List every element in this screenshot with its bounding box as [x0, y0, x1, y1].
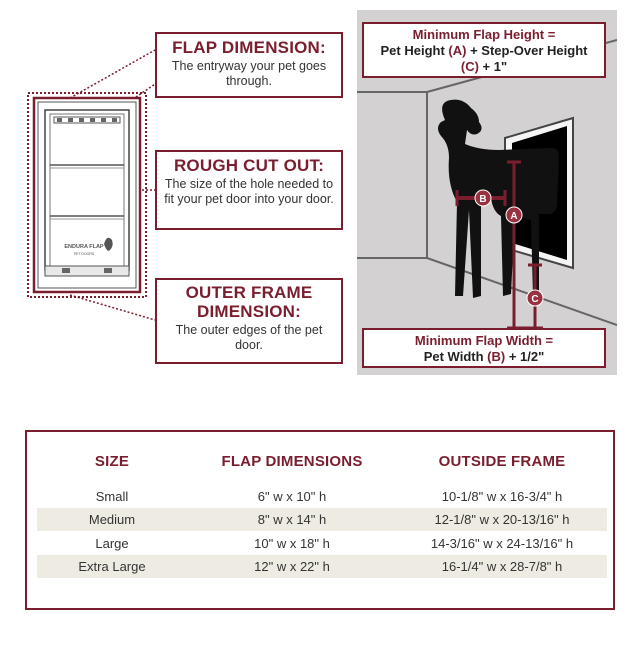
table-row	[37, 508, 607, 531]
min-width-label: Minimum Flap Width =	[414, 333, 554, 348]
min-flap-width-box	[362, 328, 606, 368]
header-flap-dimensions: FLAP DIMENSIONS	[221, 452, 363, 470]
brand-name: ENDURA FLAP	[64, 244, 104, 250]
cell-flap: 10" w x 18" h	[254, 535, 330, 551]
cell-flap: 12" w x 22" h	[254, 559, 330, 574]
callout-outer-frame	[155, 278, 343, 364]
table-header	[37, 448, 607, 474]
cell-size: Large	[95, 535, 129, 551]
marker-b: B	[479, 194, 487, 205]
callout-title: OUTER FRAME DIMENSION:	[185, 283, 313, 321]
min-height-label: Minimum Flap Height =	[412, 27, 556, 42]
min-height-formula-line1	[364, 43, 604, 59]
step-over-text: + Step-Over Height	[470, 43, 588, 58]
min-height-formula-line2	[364, 59, 604, 75]
table-row	[37, 485, 607, 507]
cell-size: Small	[95, 488, 129, 504]
callout-title: ROUGH CUT OUT:	[173, 156, 325, 175]
cell-frame: 10-1/8" w x 16-3/4" h	[441, 488, 563, 504]
cell-flap: 8" w x 14" h	[257, 512, 327, 527]
min-width-formula	[364, 349, 604, 365]
pet-height-text: Pet Height	[380, 43, 445, 58]
letter-a: (A)	[448, 43, 467, 58]
callout-flap-dimension	[155, 32, 343, 98]
letter-c: (C)	[460, 59, 479, 74]
cell-size: Medium	[88, 512, 136, 527]
callout-description: The size of the hole needed to fit your pet door into your door.	[164, 177, 334, 206]
header-size: SIZE	[94, 452, 130, 470]
size-chart-table	[25, 430, 615, 610]
pet-width-text: Pet Width	[423, 349, 484, 364]
callout-title: FLAP DIMENSION:	[172, 38, 326, 57]
cell-frame: 16-1/4" w x 28-7/8" h	[441, 559, 563, 574]
marker-c: C	[531, 294, 539, 305]
callout-description: The entryway your pet goes through.	[171, 59, 327, 88]
table-row	[37, 555, 607, 578]
brand-sub: PET DOORS	[73, 252, 95, 256]
cell-flap: 6" w x 10" h	[257, 488, 327, 504]
plus-half-inch: + 1/2"	[508, 349, 545, 364]
cell-size: Extra Large	[78, 559, 146, 574]
min-flap-height-box	[362, 22, 606, 78]
cell-frame: 12-1/8" w x 20-13/16" h	[434, 512, 570, 527]
letter-b: (B)	[487, 349, 506, 364]
header-outside-frame: OUTSIDE FRAME	[438, 452, 566, 470]
table-row	[37, 532, 607, 554]
plus-one-inch: + 1"	[482, 59, 508, 74]
callout-rough-cut-out	[155, 150, 343, 230]
cell-frame: 14-3/16" w x 24-13/16" h	[430, 535, 574, 551]
marker-a: A	[510, 211, 518, 222]
callout-description: The outer edges of the pet door.	[175, 323, 323, 352]
